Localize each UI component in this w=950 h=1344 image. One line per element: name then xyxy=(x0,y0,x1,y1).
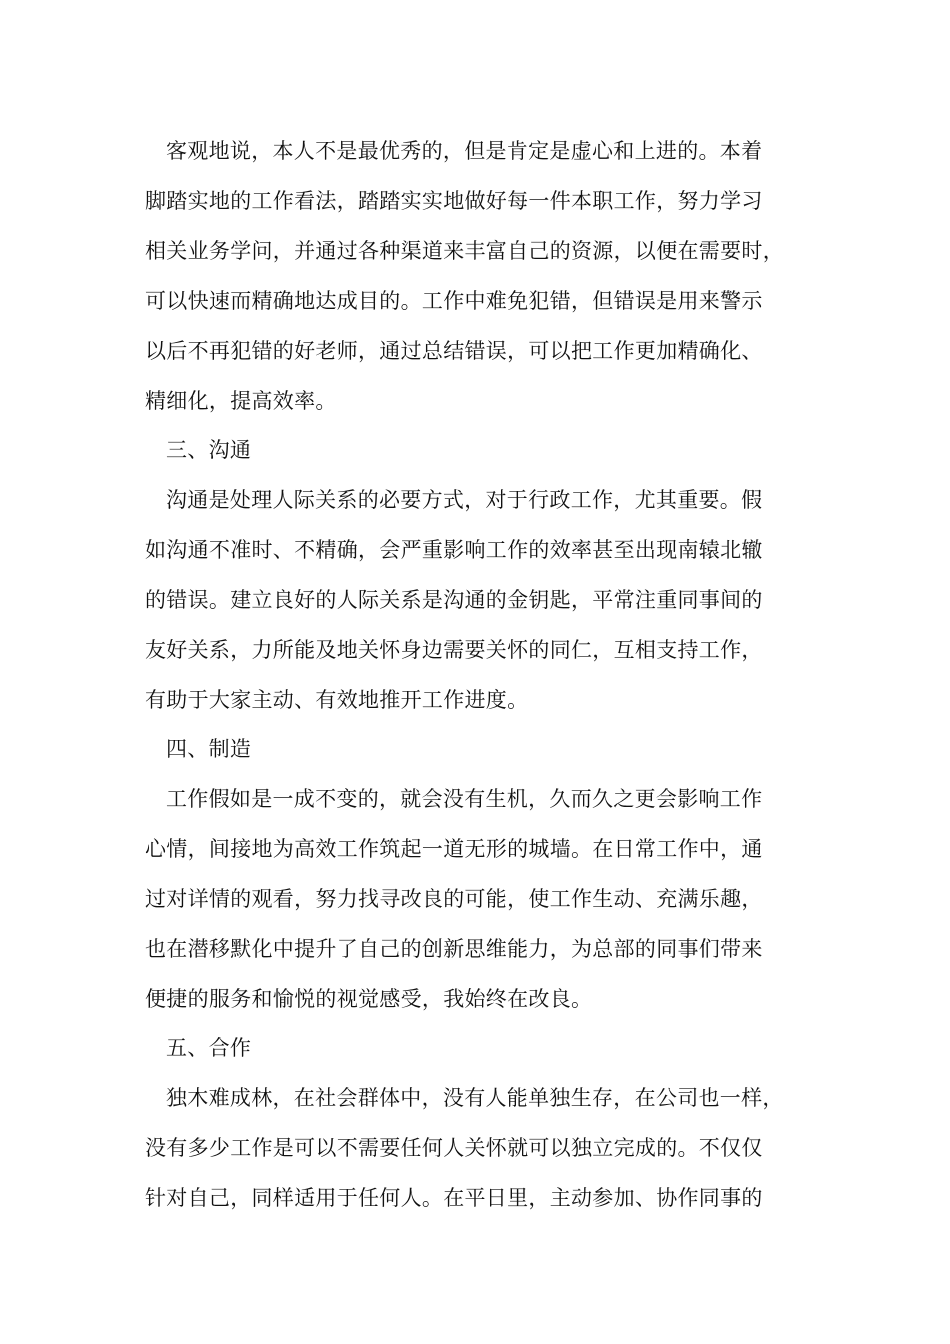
paragraph-line: 工作假如是一成不变的，就会没有生机，久而久之更会影响工作 xyxy=(166,787,763,811)
paragraph-line: 的错误。建立良好的人际关系是沟通的金钥匙，平常注重同事间的 xyxy=(145,588,763,612)
paragraph-line: 也在潜移默化中提升了自己的创新思维能力，为总部的同事们带来 xyxy=(145,937,763,961)
paragraph-line: 过对详情的观看，努力找寻改良的可能，使工作生动、充满乐趣， xyxy=(145,887,763,911)
paragraph-line: 相关业务学问，并通过各种渠道来丰富自己的资源，以便在需要时， xyxy=(145,239,784,263)
paragraph-line: 脚踏实地的工作看法，踏踏实实地做好每一件本职工作，努力学习 xyxy=(145,189,763,213)
paragraph-line: 以后不再犯错的好老师，通过总结错误，可以把工作更加精确化、 xyxy=(145,339,763,363)
paragraph-line: 可以快速而精确地达成目的。工作中难免犯错，但错误是用来警示 xyxy=(145,289,763,313)
section-heading: 三、沟通 xyxy=(166,438,252,462)
paragraph-line: 友好关系，力所能及地关怀身边需要关怀的同仁，互相支持工作， xyxy=(145,638,763,662)
paragraph-line: 心情，间接地为高效工作筑起一道无形的城墙。在日常工作中，通 xyxy=(145,837,763,861)
paragraph-line: 沟通是处理人际关系的必要方式，对于行政工作，尤其重要。假 xyxy=(166,488,763,512)
paragraph-line: 精细化，提高效率。 xyxy=(145,389,337,413)
paragraph-line: 客观地说，本人不是最优秀的，但是肯定是虚心和上进的。本着 xyxy=(166,139,763,163)
paragraph-line: 没有多少工作是可以不需要任何人关怀就可以独立完成的。不仅仅 xyxy=(145,1136,763,1160)
paragraph-line: 便捷的服务和愉悦的视觉感受，我始终在改良。 xyxy=(145,987,593,1011)
section-heading: 五、合作 xyxy=(166,1036,252,1060)
paragraph-line: 独木难成林，在社会群体中，没有人能单独生存，在公司也一样， xyxy=(166,1086,784,1110)
paragraph-line: 针对自己，同样适用于任何人。在平日里，主动参加、协作同事的 xyxy=(145,1186,763,1210)
paragraph-line: 有助于大家主动、有效地推开工作进度。 xyxy=(145,688,529,712)
section-heading: 四、制造 xyxy=(166,737,252,761)
paragraph-line: 如沟通不准时、不精确，会严重影响工作的效率甚至出现南辕北辙 xyxy=(145,538,763,562)
